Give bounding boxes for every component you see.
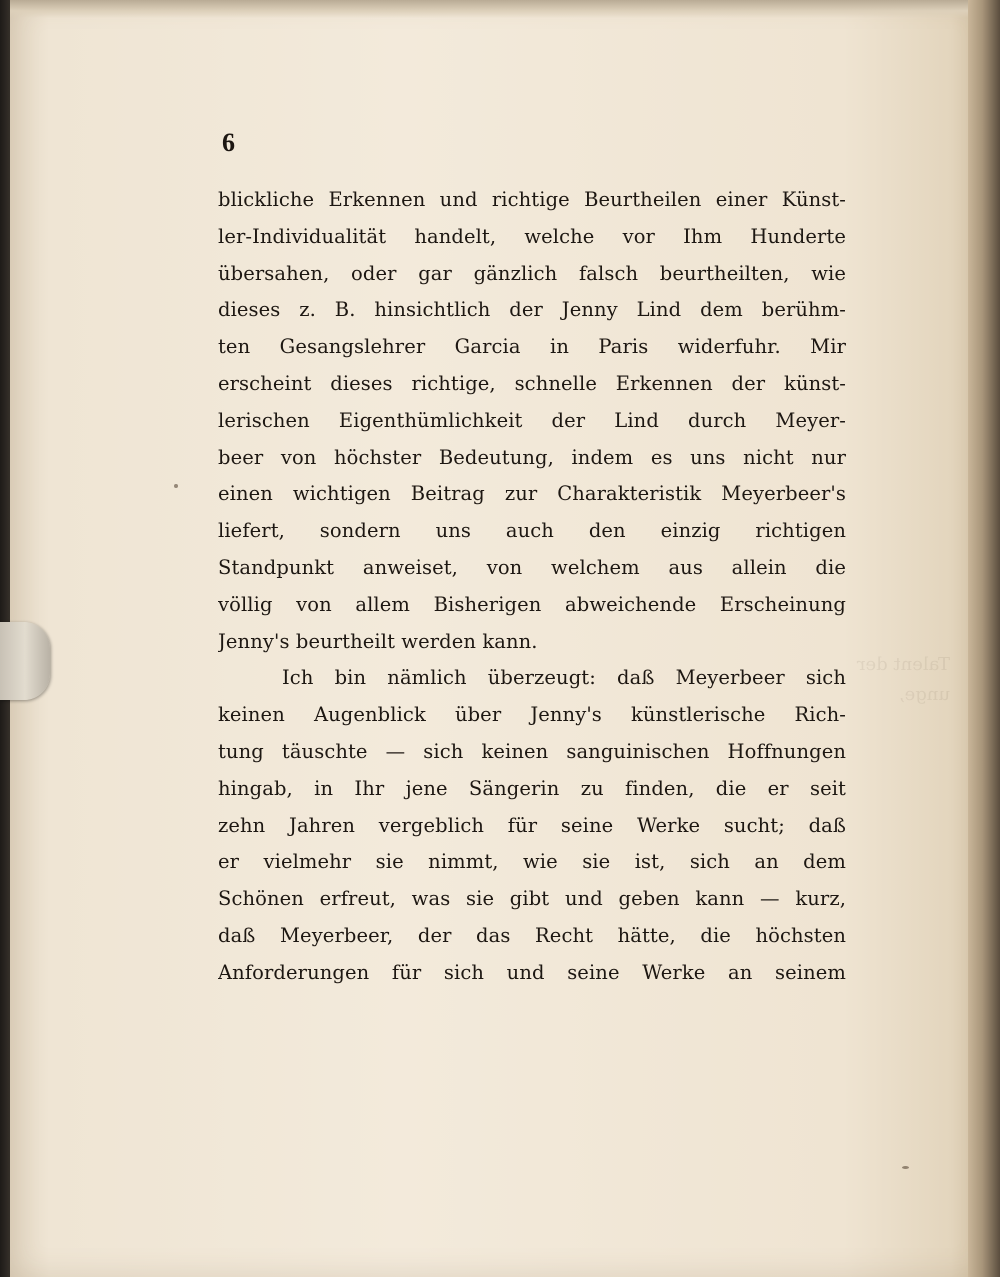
text-line: er vielmehr sie nimmt, wie sie ist, sich an dem bbox=[218, 850, 846, 874]
text-line: lerischen Eigenthümlichkeit der Lind durch Meyer- bbox=[218, 408, 846, 432]
paper-speck bbox=[174, 484, 178, 488]
text-line: zehn Jahren vergeblich für seine Werke sucht; daß bbox=[218, 813, 846, 837]
text-line: hingab, in Ihr jene Sängerin zu finden, die er seit bbox=[218, 776, 846, 800]
text-line: keinen Augenblick über Jenny's künstlerische Rich- bbox=[218, 703, 846, 727]
paper-speck bbox=[902, 1166, 909, 1169]
text-line: blickliche Erkennen und richtige Beurtheilen einer Künst- bbox=[218, 188, 846, 211]
text-line: ten Gesangslehrer Garcia in Paris widerfuhr. Mir bbox=[218, 335, 846, 359]
text-line: erscheint dieses richtige, schnelle Erkennen der künst- bbox=[218, 371, 846, 395]
show-through-text: Talent der unge, bbox=[856, 654, 950, 705]
text-line: übersahen, oder gar gänzlich falsch beurtheilten, wie bbox=[218, 261, 846, 285]
page-top-edge bbox=[10, 0, 990, 18]
body-text bbox=[218, 182, 846, 992]
text-line: dieses z. B. hinsichtlich der Jenny Lind dem berühm- bbox=[218, 298, 846, 322]
text-line: Jenny's beurtheilt werden kann. bbox=[218, 629, 538, 653]
text-line: Standpunkt anweiset, von welchem aus allein die bbox=[218, 555, 846, 579]
text-line: Ich bin nämlich überzeugt: daß Meyerbeer sich bbox=[282, 666, 846, 690]
text-line: ler-Individualität handelt, welche vor Ihm Hunderte bbox=[218, 224, 846, 248]
text-line: liefert, sondern uns auch den einzig richtigen bbox=[218, 519, 846, 543]
page-tab-marker bbox=[0, 622, 50, 700]
text-line: Anforderungen für sich und seine Werke an seinem bbox=[218, 960, 846, 984]
text-line: einen wichtigen Beitrag zur Charakteristik Meyerbeer's bbox=[218, 482, 846, 506]
text-line: daß Meyerbeer, der das Recht hätte, die höchsten bbox=[218, 923, 846, 947]
text-line: beer von höchster Bedeutung, indem es uns nicht nur bbox=[218, 445, 846, 469]
text-line: tung täuschte — sich keinen sanguinischen Hoffnungen bbox=[218, 739, 846, 763]
book-binding-edge bbox=[968, 0, 1000, 1277]
text-line: Schönen erfreut, was sie gibt und geben kann — kurz, bbox=[218, 887, 846, 911]
page-number: 6 bbox=[222, 128, 235, 157]
text-line: völlig von allem Bisherigen abweichende Erscheinung bbox=[218, 592, 846, 616]
